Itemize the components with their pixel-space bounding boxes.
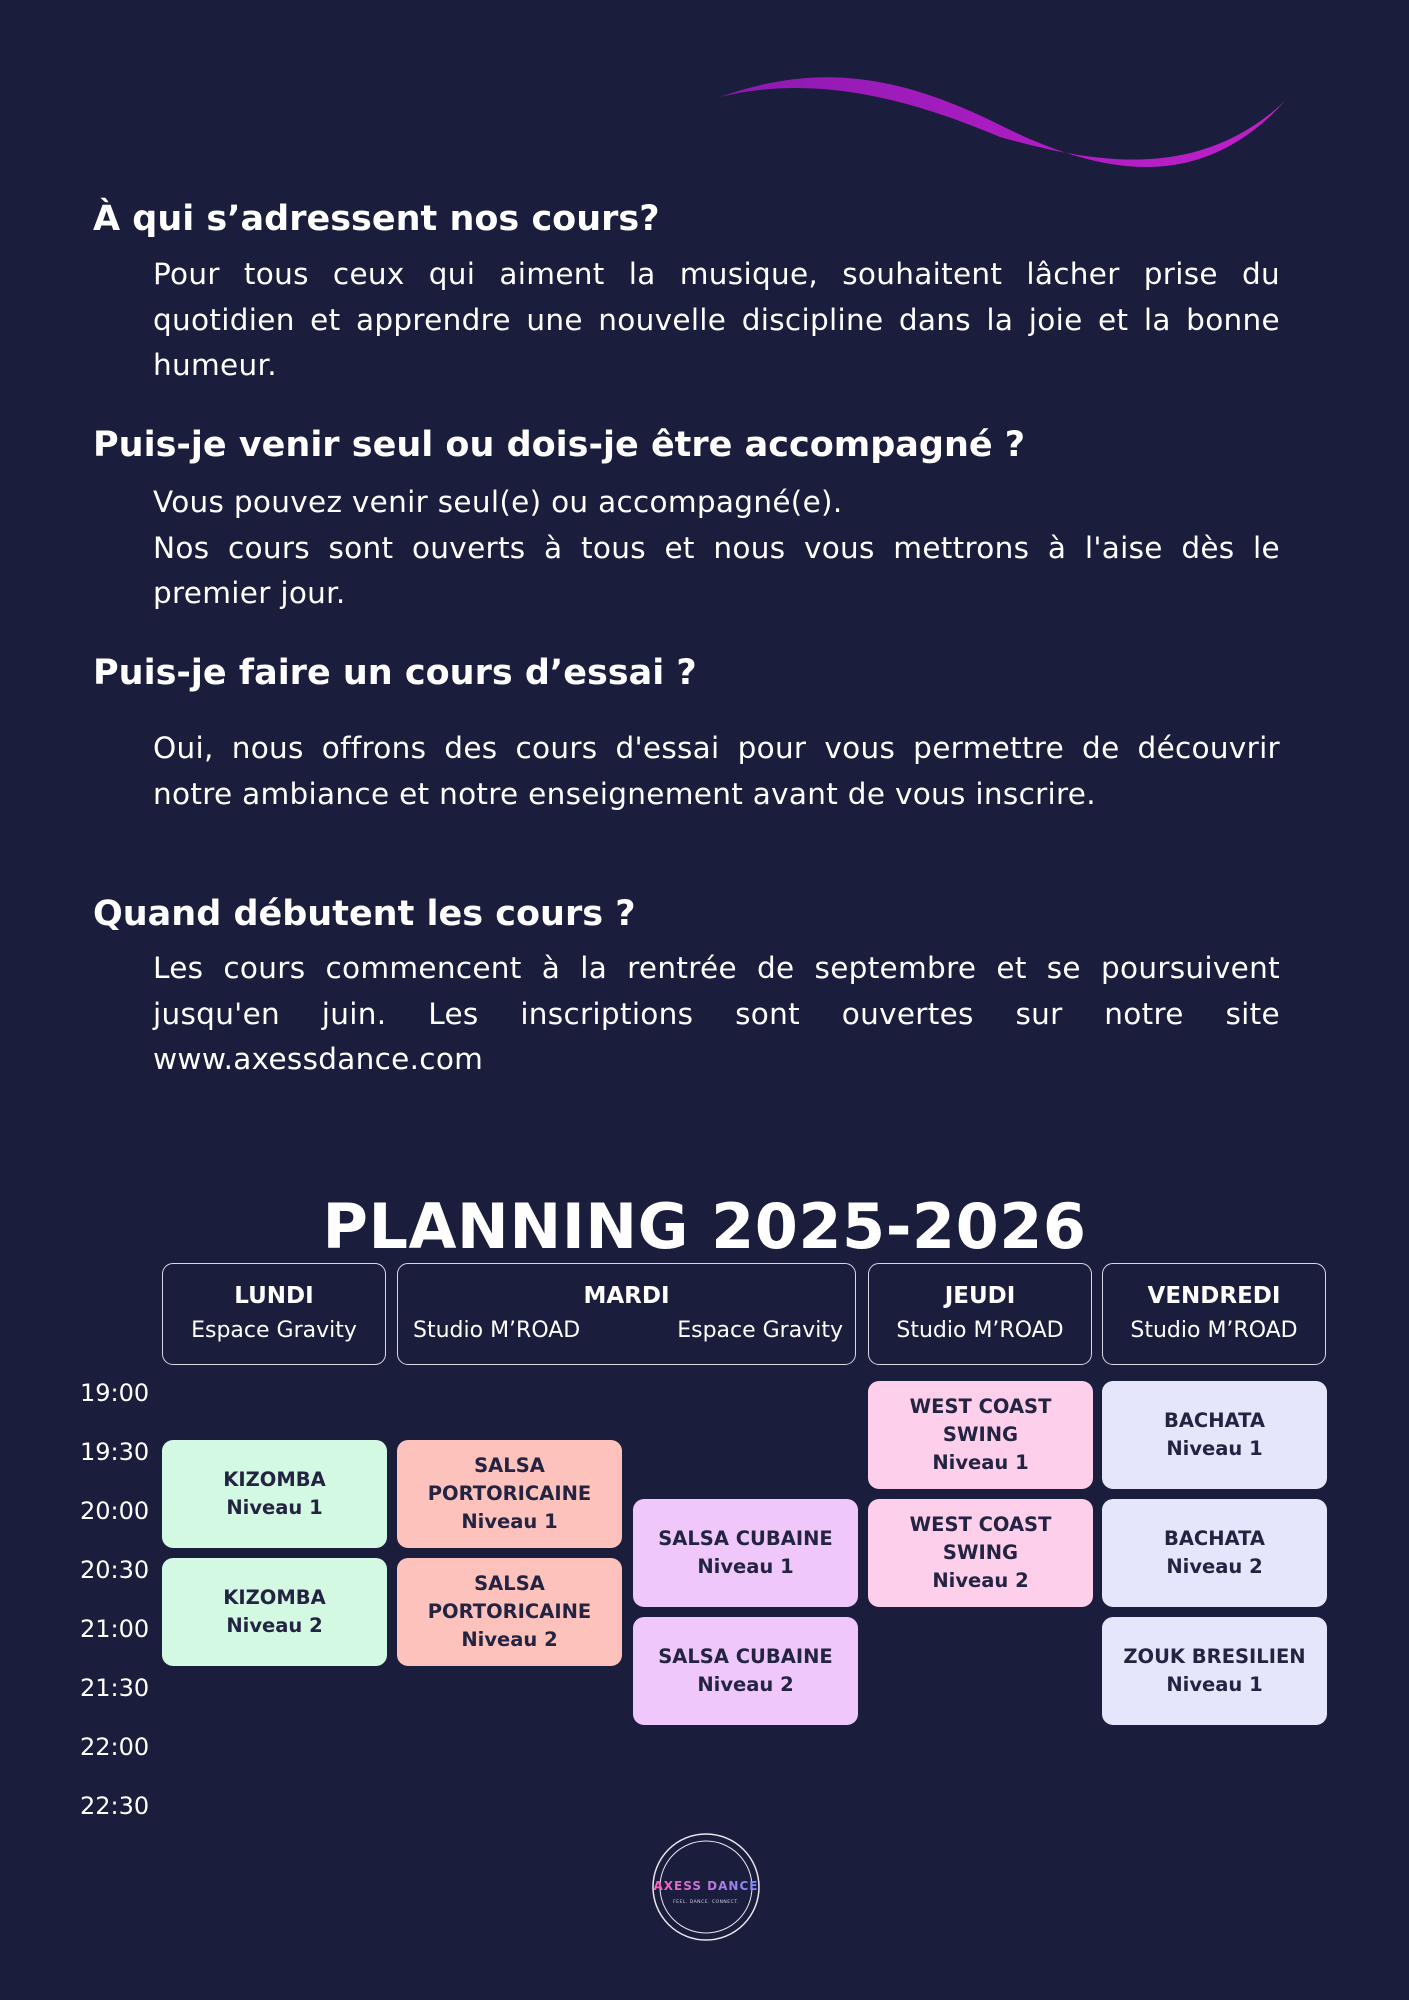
class-slot <box>633 1617 858 1725</box>
day-name: LUNDI <box>234 1283 314 1309</box>
class-slot <box>633 1499 858 1607</box>
class-level: Niveau 1 <box>697 1555 794 1578</box>
class-name: BACHATA <box>1163 1527 1266 1550</box>
class-name: WEST COAST SWING <box>909 1395 1052 1446</box>
faq-question-3: Puis-je faire un cours d’essai ? <box>93 653 697 693</box>
class-name: SALSA PORTORICAINE <box>427 1572 592 1623</box>
class-level: Niveau 2 <box>226 1614 323 1637</box>
faq-answer-4: Les cours commencent à la rentrée de septembre et se poursuivent jusqu'en juin. Les inscriptions sont ouvertes sur notre site www.axessdance.com <box>153 951 1280 1076</box>
class-slot <box>162 1558 387 1666</box>
time-label: 20:00 <box>80 1497 150 1525</box>
class-level: Niveau 2 <box>461 1628 558 1651</box>
day-header-jeudi <box>868 1263 1092 1365</box>
class-slot <box>1102 1381 1327 1489</box>
class-slot <box>397 1558 622 1666</box>
class-slot <box>1102 1499 1327 1607</box>
time-label: 21:30 <box>80 1674 150 1702</box>
day-name: JEUDI <box>944 1283 1016 1309</box>
svg-text:AXESS DANCE: AXESS DANCE <box>653 1879 759 1893</box>
venue-label: Espace Gravity <box>677 1318 843 1343</box>
venue-label: Studio M’ROAD <box>413 1318 581 1343</box>
class-name: BACHATA <box>1163 1409 1266 1432</box>
time-label: 21:00 <box>80 1615 150 1643</box>
class-name: SALSA CUBAINE <box>658 1645 833 1668</box>
day-header-mardi <box>397 1263 856 1365</box>
faq-answer-2-line-1: Vous pouvez venir seul(e) ou accompagné(e). <box>153 485 843 519</box>
day-header-vendredi <box>1102 1263 1326 1365</box>
class-name: ZOUK BRESILIEN <box>1123 1645 1306 1668</box>
time-label: 22:00 <box>80 1733 150 1761</box>
day-name: VENDREDI <box>1147 1283 1281 1309</box>
class-slot <box>1102 1617 1327 1725</box>
class-slot <box>397 1440 622 1548</box>
faq-answer-1: Pour tous ceux qui aiment la musique, souhaitent lâcher prise du quotidien et apprendre une nouvelle discipline dans la joie et la bonne humeur. <box>153 257 1280 382</box>
class-level: Niveau 2 <box>1166 1555 1263 1578</box>
class-level: Niveau 1 <box>1166 1673 1263 1696</box>
axess-dance-logo <box>651 1832 761 1942</box>
class-level: Niveau 2 <box>932 1569 1029 1592</box>
class-name: SALSA CUBAINE <box>658 1527 833 1550</box>
class-slot <box>162 1440 387 1548</box>
class-level: Niveau 1 <box>1166 1437 1263 1460</box>
class-name: SALSA PORTORICAINE <box>427 1454 592 1505</box>
faq-answer-3: Oui, nous offrons des cours d'essai pour vous permettre de découvrir notre ambiance et notre enseignement avant de vous inscrire. <box>153 731 1280 811</box>
day-header-lundi <box>162 1263 386 1365</box>
class-level: Niveau 1 <box>932 1451 1029 1474</box>
svg-text:FEEL. DANCE. CONNECT.: FEEL. DANCE. CONNECT. <box>673 1900 739 1905</box>
venue-label: Studio M’ROAD <box>896 1318 1064 1343</box>
class-level: Niveau 1 <box>461 1510 558 1533</box>
venue-label: Studio M’ROAD <box>1130 1318 1298 1343</box>
class-name: WEST COAST SWING <box>909 1513 1052 1564</box>
day-name: MARDI <box>583 1283 670 1309</box>
venue-label: Espace Gravity <box>191 1318 357 1343</box>
class-name: KIZOMBA <box>223 1586 326 1609</box>
time-label: 20:30 <box>80 1556 150 1584</box>
class-slot <box>868 1499 1093 1607</box>
class-name: KIZOMBA <box>223 1468 326 1491</box>
faq-question-1: À qui s’adressent nos cours? <box>93 199 660 239</box>
decorative-swoosh <box>700 55 1300 195</box>
planning-title: PLANNING 2025-2026 <box>322 1190 1087 1263</box>
faq-answer-2 <box>153 480 1280 617</box>
time-label: 19:30 <box>80 1438 150 1466</box>
faq-question-4: Quand débutent les cours ? <box>93 894 636 934</box>
class-slot <box>868 1381 1093 1489</box>
time-label: 19:00 <box>80 1379 150 1407</box>
class-level: Niveau 2 <box>697 1673 794 1696</box>
class-level: Niveau 1 <box>226 1496 323 1519</box>
faq-question-2: Puis-je venir seul ou dois-je être accompagné ? <box>93 425 1026 465</box>
faq-answer-2-line-2: Nos cours sont ouverts à tous et nous vous mettrons à l'aise dès le premier jour. <box>153 530 1280 610</box>
time-label: 22:30 <box>80 1792 150 1820</box>
